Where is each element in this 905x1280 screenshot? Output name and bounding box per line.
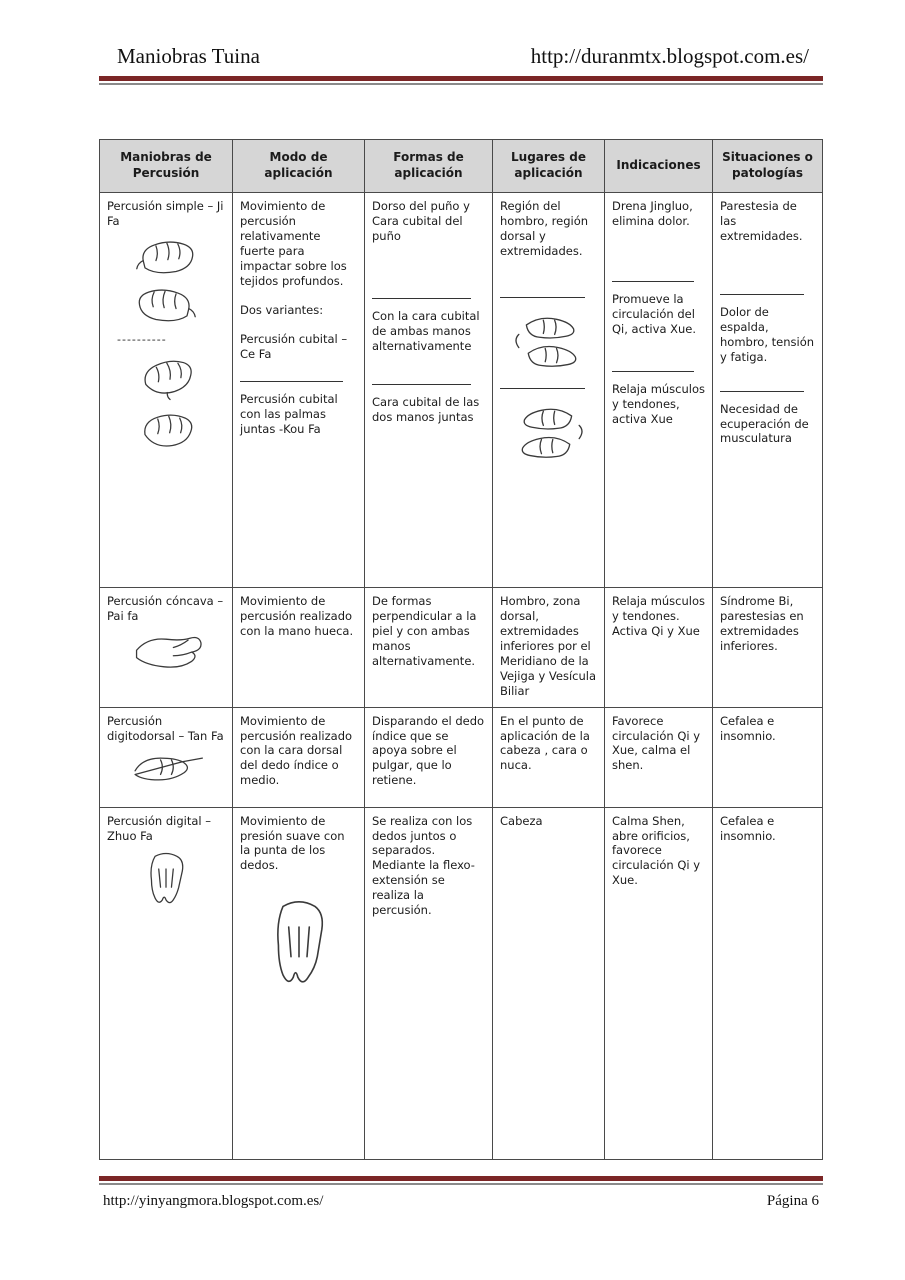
cell-text: Drena Jingluo, elimina dolor. (612, 199, 693, 228)
column-header-maniobras: Maniobras de Percusión (100, 140, 233, 193)
cell-divider (500, 297, 585, 298)
cell-divider (240, 381, 343, 382)
cell-tanfa-formas (365, 707, 493, 807)
cell-text: Dorso del puño y Cara cubital del puño (372, 199, 470, 243)
cell-text: Región del hombro, región dorsal y extremidades. (500, 199, 589, 258)
cell-text: Síndrome Bi, parestesias en extremidades inferiores. (720, 594, 804, 653)
maneuver-name: Percusión cóncava – Pai fa (107, 594, 224, 623)
column-header-indicaciones: Indicaciones (605, 140, 713, 193)
cell-zhuofa-indicaciones (605, 807, 713, 1159)
footer-rule-thick (99, 1176, 823, 1181)
table-header-row (100, 140, 823, 193)
cell-divider (720, 391, 804, 392)
cell-text: Se realiza con los dedos juntos o separados. Mediante la flexo-extensión se realiza la percusión. (372, 813, 475, 918)
cell-text: Disparando el dedo índice que se apoya sobre el pulgar, que lo retiene. (372, 713, 485, 788)
header-rule-thick (99, 76, 823, 81)
column-header-modo: Modo de aplicación (233, 140, 365, 193)
tuina-percussion-table (99, 139, 823, 1160)
cell-text: Movimiento de percusión realizado con la mano hueca. (240, 594, 354, 638)
footer-url[interactable]: http://yinyangmora.blogspot.com.es/ (103, 1192, 324, 1209)
fist-sketch-icon (133, 283, 199, 325)
cell-text: Cefalea e insomnio. (720, 713, 776, 743)
cell-paifa-modo (233, 588, 365, 708)
cell-tanfa-indicaciones (605, 707, 713, 807)
cell-divider (612, 281, 694, 282)
cupped-hand-sketch-icon (127, 630, 205, 676)
footer-rule (99, 1176, 823, 1185)
cell-text: Percusión cubital – Ce Fa (240, 331, 348, 361)
cell-tanfa-name (100, 707, 233, 807)
column-header-situaciones: Situaciones o patologías (713, 140, 823, 193)
table-row (100, 707, 823, 807)
page-footer (99, 1176, 823, 1210)
cell-text: Promueve la circulación del Qi, activa Xue. (612, 291, 697, 336)
cell-paifa-situaciones (713, 588, 823, 708)
page-title: Maniobras Tuina (117, 44, 260, 68)
cell-zhuofa-formas (365, 807, 493, 1159)
cell-text: Necesidad de ecuperación de musculatura (720, 401, 809, 446)
cell-text: De formas perpendicular a la piel y con ambas manos alternativamente. (372, 594, 477, 668)
cell-divider (720, 294, 804, 295)
cell-text: Movimiento de presión suave con la punta de los dedos. (240, 813, 345, 873)
cell-text: Dos variantes: (240, 302, 324, 317)
fist-sketch-icon (131, 349, 201, 405)
header-rule (99, 76, 823, 85)
cell-divider (612, 371, 694, 372)
cell-zhuofa-modo (233, 807, 365, 1159)
cell-text: Relaja músculos y tendones, activa Xue (612, 381, 706, 426)
cell-jifa-situaciones (713, 193, 823, 588)
dashed-separator: ---------- (117, 332, 167, 346)
cell-paifa-name (100, 588, 233, 708)
page-header (99, 44, 823, 69)
cell-jifa-formas (365, 193, 493, 588)
cell-jifa-indicaciones (605, 193, 713, 588)
cell-jifa-modo (233, 193, 365, 588)
cell-text: Dolor de espalda, hombro, tensión y fatiga. (720, 304, 815, 364)
cell-tanfa-situaciones (713, 707, 823, 807)
cell-text: Relaja músculos y tendones. Activa Qi y Xue (612, 594, 706, 638)
cell-text: Parestesia de las extremidades. (720, 199, 803, 243)
cell-paifa-lugares (493, 588, 605, 708)
cell-text: Calma Shen, abre orificios, favorece circulación Qi y Xue. (612, 813, 701, 888)
cell-paifa-formas (365, 588, 493, 708)
fist-sketch-icon (134, 407, 198, 453)
flick-hand-sketch-icon (123, 749, 209, 789)
cell-text: Percusión cubital con las palmas juntas -Kou Fa (240, 392, 338, 437)
column-header-formas: Formas de aplicación (365, 140, 493, 193)
maneuver-name: Percusión digital – Zhuo Fa (107, 813, 211, 843)
fist-sketch-icon (133, 235, 199, 277)
cell-text: Cefalea e insomnio. (720, 813, 776, 843)
double-hand-sketch-icon (505, 399, 593, 465)
hand-down-sketch-icon (138, 849, 194, 909)
cell-zhuofa-situaciones (713, 807, 823, 1159)
column-header-lugares: Lugares de aplicación (493, 140, 605, 193)
cell-jifa-lugares (493, 193, 605, 588)
cell-text: Movimiento de percusión realizado con la cara dorsal del dedo índice o medio. (240, 713, 353, 788)
cell-text: En el punto de aplicación de la cabeza , cara o nuca. (500, 713, 590, 773)
table-row (100, 807, 823, 1159)
cell-paifa-indicaciones (605, 588, 713, 708)
page-number: Página 6 (766, 1192, 819, 1209)
cell-tanfa-modo (233, 707, 365, 807)
hand-down-sketch-icon (264, 895, 334, 991)
cell-jifa-name (100, 193, 233, 588)
table-row (100, 588, 823, 708)
cell-zhuofa-name (100, 807, 233, 1159)
footer-rule-thin (99, 1183, 823, 1185)
double-hand-sketch-icon (505, 308, 593, 374)
cell-text: Con la cara cubital de ambas manos alternativamente (372, 308, 480, 353)
header-rule-thin (99, 83, 823, 85)
maneuver-name: Percusión digitodorsal – Tan Fa (107, 713, 224, 743)
cell-divider (372, 384, 471, 385)
cell-tanfa-lugares (493, 707, 605, 807)
table-row (100, 193, 823, 588)
cell-text: Movimiento de percusión relativamente fuerte para impactar sobre los tejidos profundos. (240, 199, 347, 288)
cell-divider (372, 298, 471, 299)
cell-divider (500, 388, 585, 389)
cell-text: Hombro, zona dorsal, extremidades inferiores por el Meridiano de la Vejiga y Vesícula Biliar (500, 594, 596, 698)
maneuver-name: Percusión simple – Ji Fa (107, 199, 224, 228)
cell-text: Cara cubital de las dos manos juntas (372, 394, 480, 424)
cell-zhuofa-lugares (493, 807, 605, 1159)
cell-text: Favorece circulación Qi y Xue, calma el shen. (612, 713, 701, 773)
header-url[interactable]: http://duranmtx.blogspot.com.es/ (530, 44, 809, 68)
cell-text: Cabeza (500, 813, 543, 828)
